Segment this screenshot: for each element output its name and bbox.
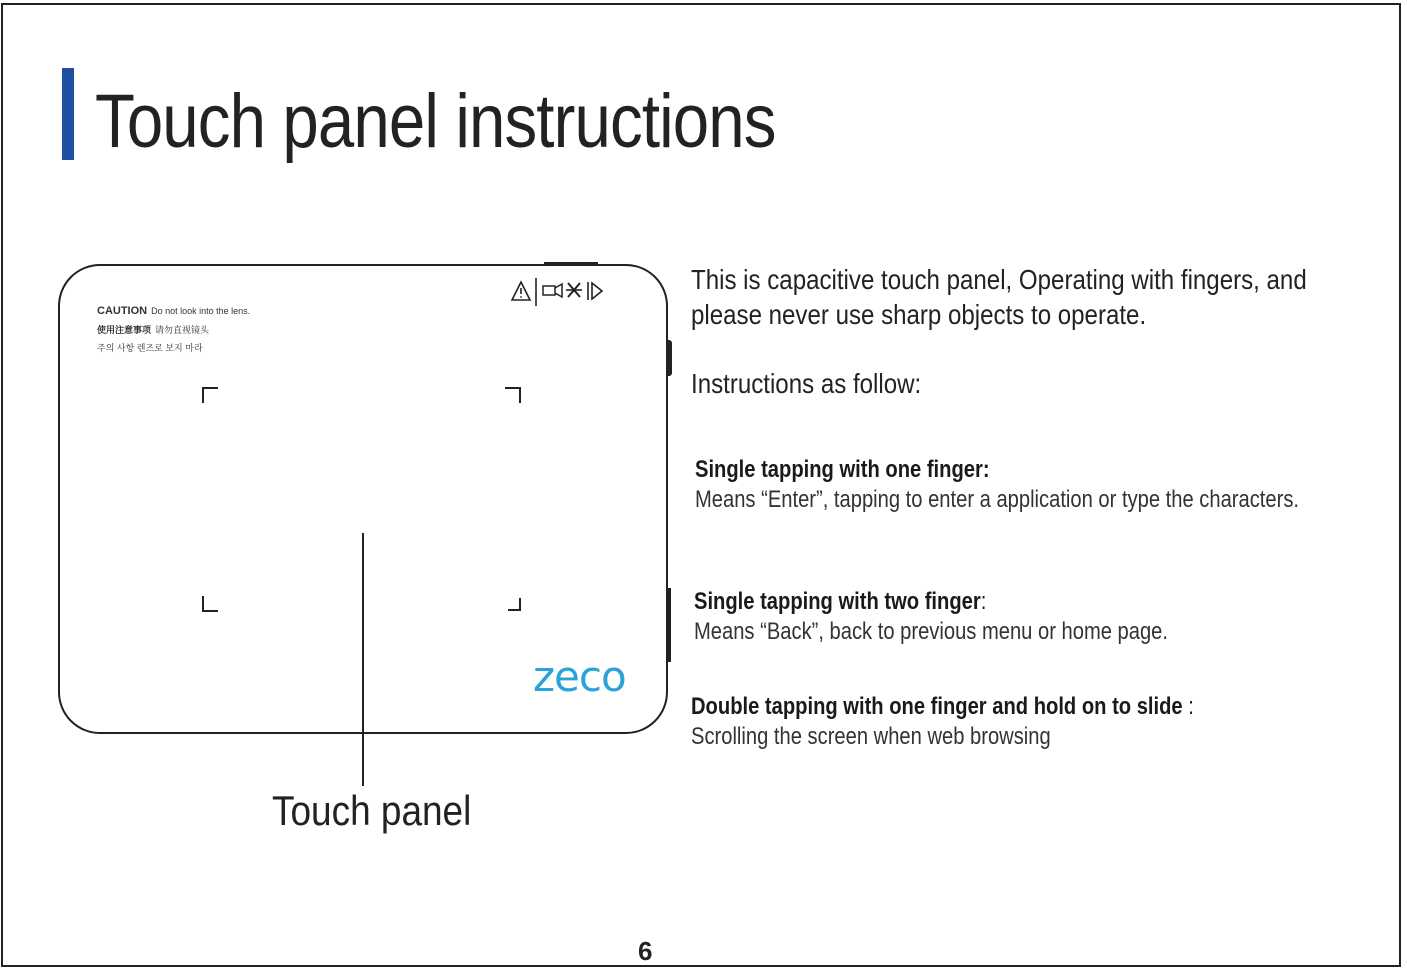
instruction-item — [695, 458, 1299, 512]
caution-text: Do not look into the lens. — [151, 306, 251, 316]
caution-row-cn — [97, 326, 250, 335]
touch-area-corner-bottom-left — [202, 596, 218, 612]
intro-line-2: please never use sharp objects to operate. — [691, 299, 1147, 330]
instructions-heading: Instructions as follow: — [691, 368, 922, 399]
intro-line-1: This is capacitive touch panel, Operating with fingers, and — [691, 264, 1307, 295]
intro-paragraph — [691, 262, 1307, 332]
callout-leader-line — [362, 533, 364, 786]
brand-logo: zeco — [533, 652, 626, 701]
laser-warning-icon — [510, 276, 610, 306]
instruction-title-text: Double tapping with one finger and hold on to slide — [691, 693, 1183, 720]
title-accent-bar — [62, 68, 74, 160]
caution-label — [97, 306, 250, 362]
caution-row-en — [97, 306, 250, 317]
caution-cn-heading: 使用注意事项 — [97, 325, 152, 335]
instruction-title — [695, 458, 1299, 482]
instruction-description: Scrolling the screen when web browsing — [691, 723, 1051, 750]
caution-row-kr: 주의 사항 렌즈로 보지 마라 — [97, 343, 203, 353]
instruction-item — [694, 590, 1168, 644]
touch-area-corner-top-right — [505, 387, 521, 403]
instruction-title-text: Single tapping with two finger — [694, 588, 981, 615]
instruction-title — [694, 590, 1168, 614]
instruction-title-tail: : — [1182, 693, 1194, 720]
instruction-item — [691, 695, 1194, 749]
page-number: 6 — [638, 936, 653, 966]
instruction-title — [691, 695, 1194, 719]
caution-cn-text: 请勿直视镜头 — [155, 325, 210, 335]
instruction-description: Means “Enter”, tapping to enter a application or type the characters. — [695, 486, 1300, 513]
touch-panel-callout: Touch panel — [272, 787, 472, 834]
touch-area-corner-bottom-right — [508, 598, 521, 611]
instruction-title-text: Single tapping with one finger: — [695, 456, 990, 483]
instruction-description: Means “Back”, back to previous menu or home page. — [694, 618, 1168, 645]
page-title: Touch panel instructions — [95, 79, 776, 164]
caution-heading: CAUTION — [97, 305, 148, 317]
touch-area-corner-top-left — [202, 387, 218, 403]
instruction-title-tail: : — [980, 588, 987, 615]
